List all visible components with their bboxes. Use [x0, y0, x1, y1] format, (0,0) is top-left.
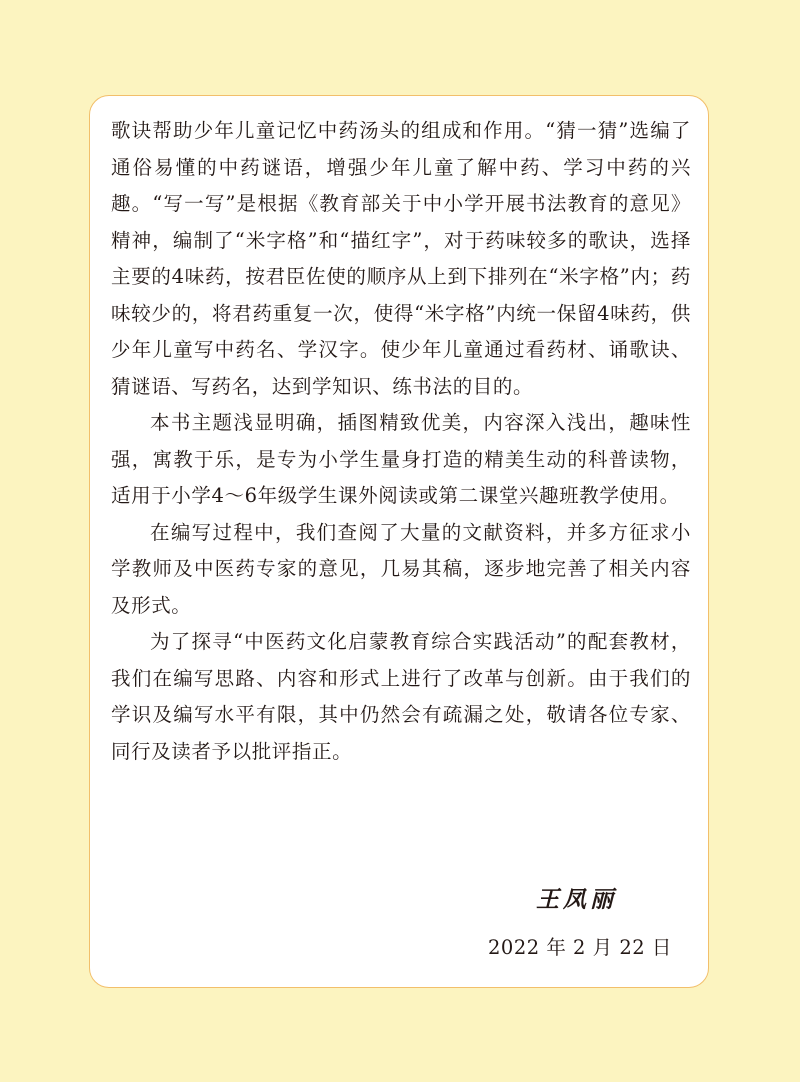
- preface-body: [111, 113, 691, 770]
- preface-paragraph-3: 在编写过程中，我们查阅了大量的文献资料，并多方征求小学教师及中医药专家的意见，几易其稿，逐步地完善了相关内容及形式。: [111, 520, 691, 617]
- author-signature: 王凤丽: [536, 886, 617, 913]
- preface-paragraph-2: 本书主题浅显明确，插图精致优美，内容深入浅出，趣味性强，寓教于乐，是专为小学生量身打造的精美生动的科普读物，适用于小学4～6年级学生课外阅读或第二课堂兴趣班教学使用。: [111, 411, 691, 507]
- preface-paragraph-4: 为了探寻“中医药文化启蒙教育综合实践活动”的配套教材，我们在编写思路、内容和形式上进行了改革与创新。由于我们的学识及编写水平有限，其中仍然会有疏漏之处，敬请各位专家、同行及读者予以批评指正。: [111, 630, 691, 763]
- preface-paragraph-1: 歌诀帮助少年儿童记忆中药汤头的组成和作用。“猜一猜”选编了通俗易懂的中药谜语，增强少年儿童了解中药、学习中药的兴趣。“写一写”是根据《教育部关于中小学开展书法教育的意见》精神，编制了“米字格”和“描红字”，对于药味较多的歌诀，选择主要的4味药，按君臣佐使的顺序从上到下排列在“米字格”内；药味较少的，将君药重复一次，使得“米字格”内统一保留4味药，供少年儿童写中药名、学汉字。使少年儿童通过看药材、诵歌诀、猜谜语、写药名，达到学知识、练书法的目的。: [111, 119, 691, 398]
- preface-date: 2022 年 2 月 22 日: [488, 936, 672, 959]
